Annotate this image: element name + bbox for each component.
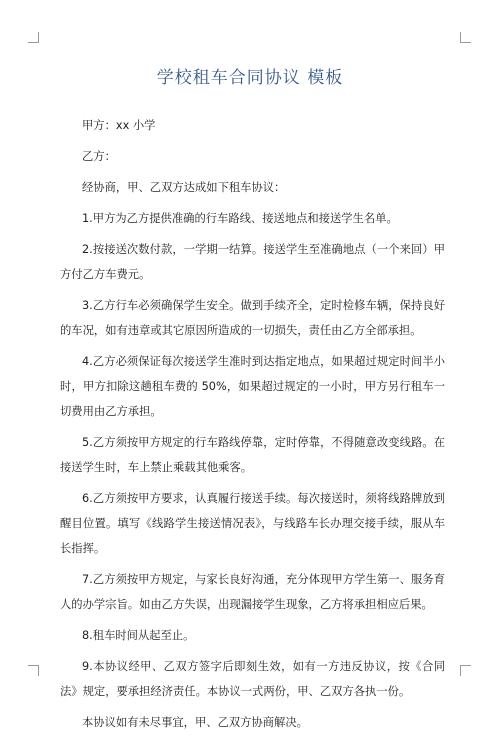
document-title: 学校租车合同协议 模板: [156, 68, 344, 88]
party-a-line: 甲方：xx 小学: [82, 119, 156, 132]
party-b-line: 乙方：: [82, 150, 116, 163]
clause-6: 6.乙方须按甲方要求，认真履行接送手续。每次接送时，须将线路牌放到醒目位置。填写《线路学生接送情况表》，与线路车长办理交接手续，服从车长指挥。: [60, 492, 445, 555]
clause-3: 3.乙方行车必须确保学生安全。做到手续齐全，定时检修车辆，保持良好的车况，如有违章或其它原因所造成的一切损失，责任由乙方全部承担。: [60, 299, 445, 337]
clause-5: 5.乙方须按甲方规定的行车路线停靠，定时停靠，不得随意改变线路。在接送学生时，车上禁止乘载其他乘客。: [60, 436, 445, 474]
clause-4: 4.乙方必须保证每次接送学生准时到达指定地点，如果超过规定时间半小时，甲方扣除这趟租车费的 50%，如果超过规定的一小时，甲方另行租车一切费用由乙方承担。: [60, 355, 445, 418]
intro-paragraph: 经协商，甲、乙双方达成如下租车协议：: [82, 181, 286, 194]
closing-paragraph: 本协议如有未尽事宜，甲、乙双方协商解决。: [82, 716, 308, 729]
page-corner-mark-bottom-right: [460, 665, 471, 676]
clause-9: 9.本协议经甲、乙双方签字后即刻生效，如有一方违反协议，按《合同法》规定，要承担经济责任。本协议一式两份，甲、乙双方各执一份。: [60, 660, 445, 698]
page-corner-mark-bottom-left: [28, 665, 39, 676]
clause-7: 7.乙方须按甲方规定，与家长良好沟通，充分体现甲方学生第一、服务育人的办学宗旨。如由乙方失误，出现漏接学生现象，乙方将承担相应后果。: [60, 573, 445, 611]
page-corner-mark-top-left: [28, 32, 39, 43]
clause-2: 2.按接送次数付款，一学期一结算。接送学生至准确地点（一个来回）甲方付乙方车费元。: [60, 243, 445, 281]
clause-1: 1.甲方为乙方提供准确的行车路线、接送地点和接送学生名单。: [82, 212, 398, 225]
clause-8: 8.租车时间从起至止。: [82, 629, 195, 642]
document-body: [60, 113, 445, 741]
page-corner-mark-top-right: [460, 32, 471, 43]
